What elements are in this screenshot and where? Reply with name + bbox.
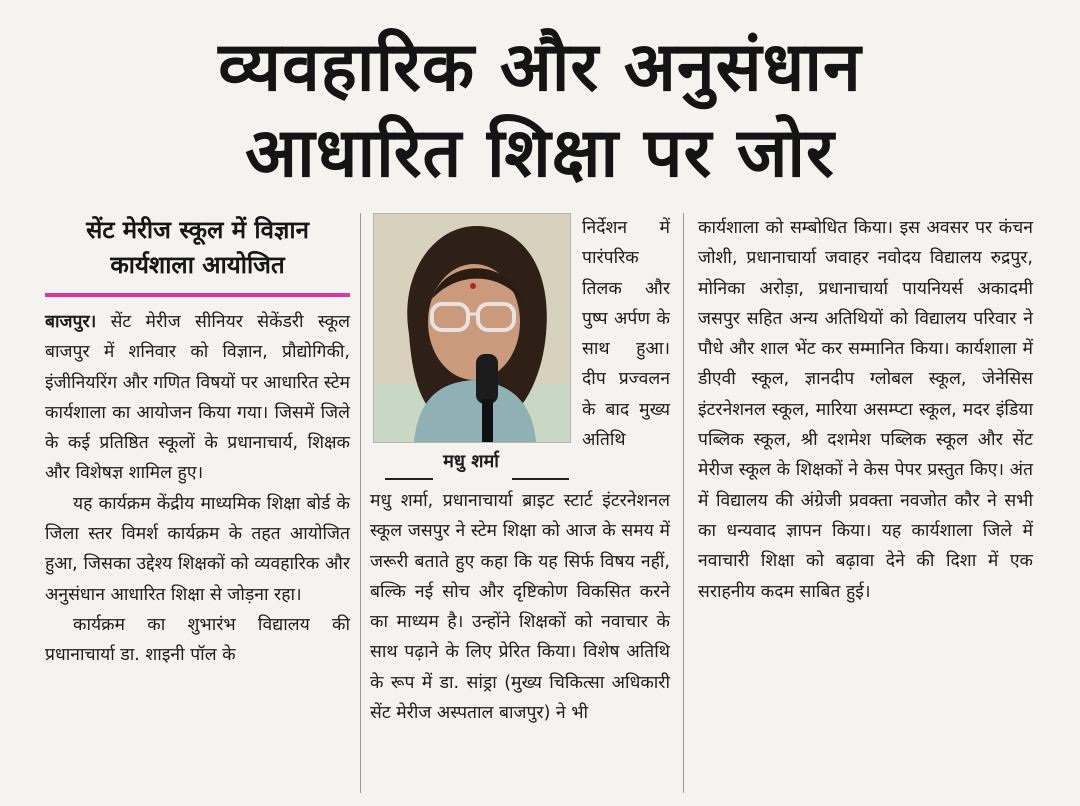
portrait-image	[374, 214, 570, 442]
column-divider-1	[360, 213, 361, 793]
article-column-2-bottom: मधु शर्मा, प्रधानाचार्या ब्राइट स्टार्ट इंटरनेशनल स्कूल जसपुर ने स्टेम शिक्षा को आज के समय में जरूरी बताते हुए कहा कि यह सिर्फ विषय नहीं, बल्कि नई सोच और दृष्टिकोण विकसित करने का माध्यम है। उन्होंने शिक्षकों को नवाचार के साथ पढ़ाने के लिए प्रेरित किया। विशेष अतिथि के रूप में डा. सांड्रा (मुख्य चिकित्सा अधिकारी सेंट मेरीज अस्पताल बाजपुर) ने भी	[370, 491, 670, 724]
article-paragraph-3: कार्यक्रम का शुभारंभ विद्यालय की प्रधानाचार्या डा. शाइनी पॉल के	[45, 614, 350, 666]
subheadline-line-2: कार्यशाला आयोजित	[110, 251, 285, 279]
column-divider-2	[683, 213, 684, 793]
subheadline-line-1: सेंट मेरीज स्कूल में विज्ञान	[86, 216, 309, 244]
article-paragraph-1	[45, 307, 350, 489]
paragraph-1-text: सेंट मेरीज सीनियर सेकेंडरी स्कूल बाजपुर में शनिवार को विज्ञान, प्रौद्योगिकी, इंजीनियरिंग और गणित विषयों पर आधारित स्टेम कार्यशाला का आयोजन किया गया। जिसमें जिले के कई प्रतिष्ठित स्कूलों के प्रधानाचार्य, शिक्षक और विशेषज्ञ शामिल हुए।	[45, 312, 350, 484]
article-paragraph-2: यह कार्यक्रम केंद्रीय माध्यमिक शिक्षा बोर्ड के जिला स्तर विमर्श कार्यक्रम के तहत आयोजित हुआ, जिसका उद्देश्य शिक्षकों को व्यवहारिक और अनुसंधान आधारित शिक्षा से जोड़ना रहा।	[45, 493, 350, 605]
dateline: बाजपुर।	[45, 312, 97, 332]
caption-rule-right	[512, 478, 569, 480]
subheadline-rule	[45, 293, 350, 297]
subheadline	[45, 213, 350, 283]
article-column-2-top: निर्देशन में पारंपरिक तिलक और पुष्प अर्पण के साथ हुआ। दीप प्रज्वलन के बाद मुख्य अतिथि	[582, 218, 670, 451]
headline-line-1: व्यवहारिक और अनुसंधान	[218, 28, 862, 107]
photo-caption: मधु शर्मा	[443, 451, 499, 472]
article-column-3: कार्यशाला को सम्बोधित किया। इस अवसर पर कंचन जोशी, प्रधानाचार्या जवाहर नवोदय विद्यालय रुद्रपुर, मोनिका अरोड़ा, प्रधानाचार्या पायनियर्स अकादमी जसपुर सहित अन्य अतिथियों को विद्यालय परिवार ने पौधे और शाल भेंट कर सम्मानित किया। कार्यशाला में डीएवी स्कूल, ज्ञानदीप ग्लोबल स्कूल, जेनेसिस इंटरनेशनल स्कूल, मारिया असम्प्टा स्कूल, मदर इंडिया पब्लिक स्कूल, श्री दशमेश पब्लिक स्कूल और सेंट मेरीज स्कूल के शिक्षकों ने केस पेपर प्रस्तुत किए। अंत में विद्यालय की अंग्रेजी प्रवक्ता नवजोत कौर ने सभी का धन्यवाद ज्ञापन किया। यह कार्यशाला जिले में नवाचारी शिक्षा को बढ़ावा देने की दिशा में एक सराहनीय कदम साबित हुई।	[698, 218, 1033, 602]
photo-caption-area	[373, 447, 569, 477]
caption-rule-left	[385, 478, 433, 480]
headline-line-2: आधारित शिक्षा पर जोर	[245, 114, 835, 193]
article-column-1	[45, 307, 350, 671]
portrait-photo	[373, 213, 571, 443]
